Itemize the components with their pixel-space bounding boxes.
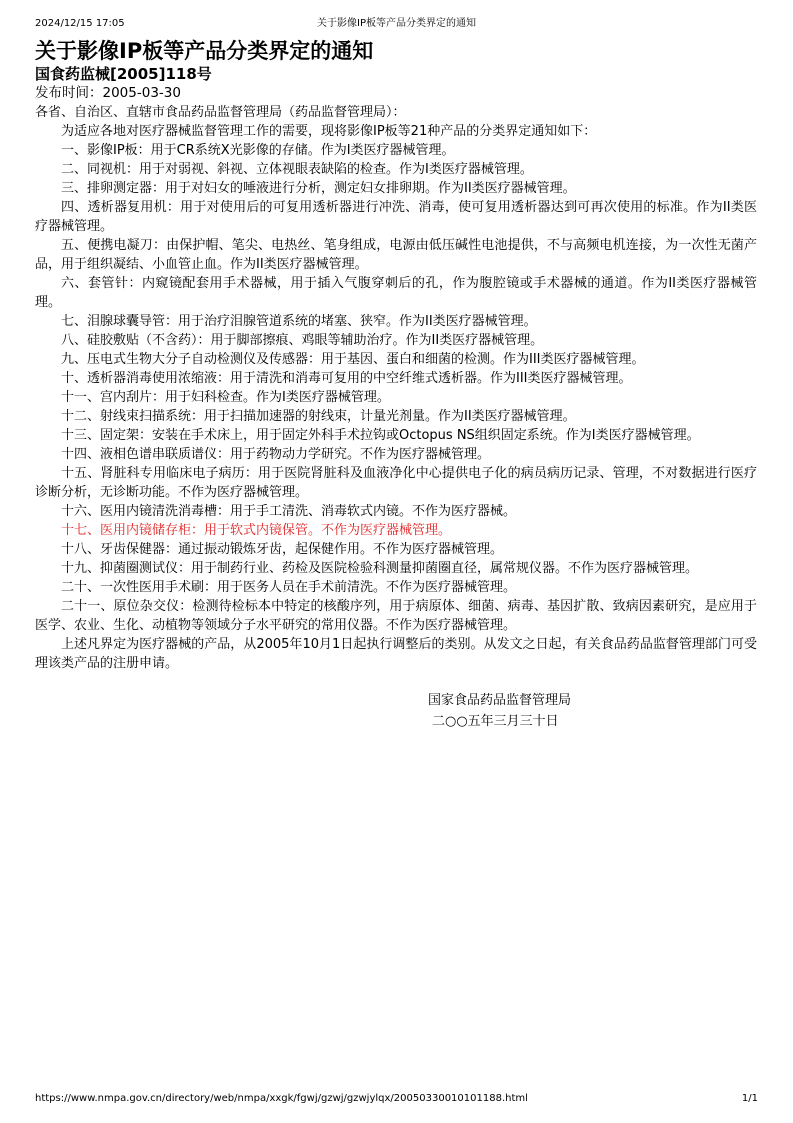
list-item: 四、透析器复用机：用于对使用后的可复用透析器进行冲洗、消毒，使可复用透析器达到可再次使用的标准。作为II类医疗器械管理。	[35, 200, 757, 234]
list-item: 六、套管针：内窥镜配套用手术器械，用于插入气腹穿刺后的孔，作为腹腔镜或手术器械的通道。作为II类医疗器械管理。	[35, 276, 757, 310]
print-datetime: 2024/12/15 17:05	[35, 18, 125, 29]
print-header	[35, 17, 758, 31]
list-item: 十六、医用内镜清洗消毒槽：用于手工清洗、消毒软式内镜。不作为医疗器械。	[61, 504, 517, 519]
list-item: 一、影像IP板：用于CR系统X光影像的存储。作为I类医疗器械管理。	[61, 143, 455, 158]
list-item: 十九、抑菌圈测试仪：用于制药行业、药检及医院检验科测量抑菌圈直径，属常规仪器。不作为医疗器械管理。	[61, 561, 699, 576]
document-title: 关于影像IP板等产品分类界定的通知	[35, 39, 374, 63]
classification-list	[35, 141, 757, 635]
salutation: 各省、自治区、直辖市食品药品监督管理局（药品监督管理局）：	[35, 105, 406, 120]
list-item: 五、便携电凝刀：由保护帽、笔尖、电热丝、笔身组成，电源由低压碱性电池提供，不与高频电机连接，为一次性无菌产品，用于组织凝结、小血管止血。作为II类医疗器械管理。	[35, 238, 757, 272]
signature-date: 二○○五年三月三十日	[432, 714, 559, 729]
list-item: 十二、射线束扫描系统：用于扫描加速器的射线束，计量光剂量。作为II类医疗器械管理。	[61, 409, 576, 424]
intro-paragraph: 为适应各地对医疗器械监督管理工作的需要，现将影像IP板等21种产品的分类界定通知如下：	[61, 124, 597, 139]
list-item: 九、压电式生物大分子自动检测仪及传感器：用于基因、蛋白和细菌的检测。作为III类医疗器械管理。	[61, 352, 645, 367]
list-item: 二十、一次性医用手术刷：用于医务人员在手术前清洗。不作为医疗器械管理。	[61, 580, 517, 595]
list-item: 七、泪腺球囊导管：用于治疗泪腺管道系统的堵塞、狭窄。作为II类医疗器械管理。	[61, 314, 537, 329]
print-footer	[35, 1092, 758, 1106]
list-item: 十一、宫内刮片：用于妇科检查。作为I类医疗器械管理。	[61, 390, 390, 405]
list-item: 三、排卵测定器：用于对妇女的唾液进行分析，测定妇女排卵期。作为II类医疗器械管理。	[61, 181, 576, 196]
signature-organization: 国家食品药品监督管理局	[428, 693, 572, 708]
list-item: 十五、肾脏科专用临床电子病历：用于医院肾脏科及血液净化中心提供电子化的病员病历记录、管理，不对数据进行医疗诊断分析，无诊断功能。不作为医疗器械管理。	[35, 466, 757, 500]
document-number: 国食药监械[2005]118号	[35, 65, 212, 83]
document-content	[35, 38, 757, 732]
closing-paragraph: 上述凡界定为医疗器械的产品，从2005年10月1日起执行调整后的类别。从发文之日起，有关食品药品监督管理部门可受理该类产品的注册申请。	[35, 637, 757, 671]
list-item: 十、透析器消毒使用浓缩液：用于清洗和消毒可复用的中空纤维式透析器。作为III类医疗器械管理。	[61, 371, 632, 386]
print-page-title: 关于影像IP板等产品分类界定的通知	[317, 18, 476, 29]
document-body	[35, 103, 757, 673]
list-item: 十四、液相色谱串联质谱仪：用于药物动力学研究。不作为医疗器械管理。	[61, 447, 491, 462]
list-item: 十八、牙齿保健器：通过振动锻炼牙齿，起保健作用。不作为医疗器械管理。	[61, 542, 504, 557]
list-item: 八、硅胶敷贴（不含药）：用于脚部擦痕、鸡眼等辅助治疗。作为II类医疗器械管理。	[61, 333, 544, 348]
list-item: 二十一、原位杂交仪：检测待检标本中特定的核酸序列，用于病原体、细菌、病毒、基因扩散、致病因素研究，是应用于医学、农业、生化、动植物等领域分子水平研究的常用仪器。不作为医疗器械管理。	[35, 599, 757, 633]
list-item-highlighted: 十七、医用内镜储存柜：用于软式内镜保管。不作为医疗器械管理。	[61, 523, 452, 538]
list-item: 十三、固定架：安装在手术床上，用于固定外科手术拉钩或Octopus NS组织固定系统。作为I类医疗器械管理。	[61, 428, 700, 443]
source-url[interactable]: https://www.nmpa.gov.cn/directory/web/nmpa/xxgk/fgwj/gzwj/gzwjylqx/20050330010101188.html	[35, 1093, 528, 1104]
list-item: 二、同视机：用于对弱视、斜视、立体视眼表缺陷的检查。作为I类医疗器械管理。	[61, 162, 533, 177]
publish-date: 发布时间：2005-03-30	[35, 85, 181, 101]
page-number: 1/1	[741, 1093, 758, 1104]
signature-block	[428, 690, 757, 732]
